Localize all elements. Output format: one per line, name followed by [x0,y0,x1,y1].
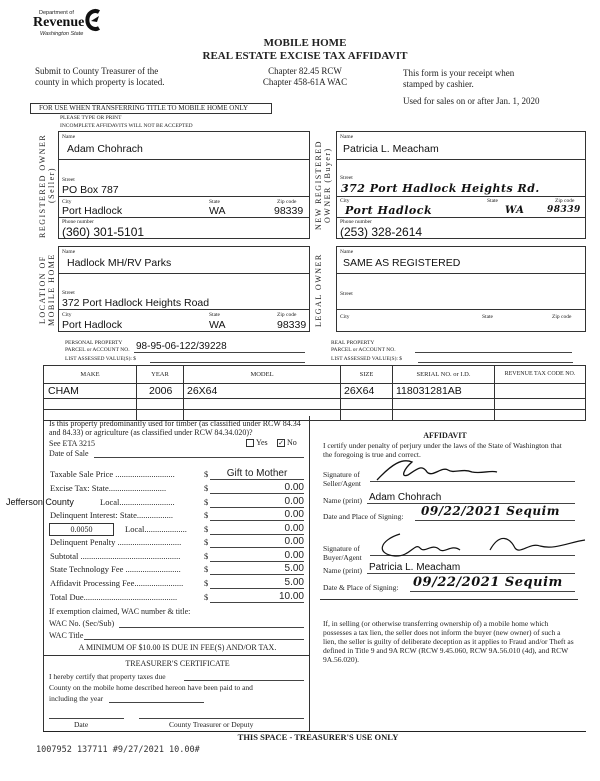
seller-phone[interactable]: (360) 301-5101 [62,225,145,239]
label: Name [62,249,76,255]
col-make: MAKE [44,366,137,384]
label: Name [62,134,76,140]
no-label: No [287,438,297,447]
label: Zip code [277,312,297,318]
make-cell[interactable]: CHAM [44,384,137,399]
fee-row [50,483,304,495]
legal-owner-name[interactable]: SAME AS REGISTERED [343,257,461,269]
name-print-label: Name (print) [323,566,362,575]
certify-text-2: County on the mobile home described hereon have been paid to and [49,683,253,692]
fee-amount[interactable]: 0.00 [210,509,304,521]
dollar-sign: $ [204,537,209,547]
fee-row [50,564,304,576]
logo-state: Washington State [40,31,84,37]
type-print-note: PLEASE TYPE OR PRINT [60,115,122,121]
fee-label: Delinquent Penalty .............................. [50,537,182,547]
fee-amount[interactable]: 0.00 [210,536,304,548]
buyer-signature-label: Signature of Buyer/Agent [323,544,362,562]
dollar-sign: $ [204,483,209,493]
incomplete-note: INCOMPLETE AFFIDAVITS WILL NOT BE ACCEPTED [60,123,193,129]
label: State [487,198,498,204]
chapter-wac: Chapter 458-61A WAC [262,77,348,87]
table-row [44,399,586,410]
col-model: MODEL [184,366,341,384]
fee-label: Total Due............................................ [50,592,178,602]
eta-reference: See ETA 3215 [49,439,96,448]
fee-label: Subtotal ............................................... [50,551,181,561]
seller-city[interactable]: Port Hadlock [62,205,123,217]
label: City [62,199,72,205]
dollar-sign: $ [204,592,209,602]
location-name[interactable]: Hadlock MH/RV Parks [67,257,172,269]
personal-property-label: PERSONAL PROPERTY [65,340,123,346]
no-checkbox-checked[interactable]: ✓ [278,439,284,447]
buyer-city[interactable]: Port Hadlock [345,204,433,217]
col-tax-code: REVENUE TAX CODE NO. [495,366,586,384]
label: State [209,199,220,205]
fee-label: State Technology Fee .......................... [50,564,181,574]
wac-title-field[interactable] [84,630,304,640]
label: Zip code [552,314,572,320]
buyer-phone[interactable]: (253) 328-2614 [340,225,423,239]
label: State [209,312,220,318]
exemption-label: If exemption claimed, WAC number & title: [49,607,191,616]
label: Name [340,134,354,140]
fee-amount[interactable]: 5.00 [210,577,304,589]
tax-lien-warning: If, in selling (or otherwise transferring ownership of) a mobile home which possesses a tax lien, the seller does not inform the buyer (new owner) of such a lien, the seller is guilty of deliberate deception as it applies to Fraud and/or Theft as defined in Title 9 and 9A RCW (RCW 9.45.060, RCW 9A.56.010 (4d), and RCW 9A.56.020). [323,619,574,664]
label: Street [62,290,75,296]
dollar-sign: $ [204,510,209,520]
label: Name [340,249,354,255]
table-header-row [44,366,586,384]
buyer-street[interactable]: 372 Port Hadlock Heights Rd. [341,182,540,195]
personal-parcel-value[interactable]: 98-95-06-122/39228 [136,341,227,352]
dollar-sign: $ [204,497,209,507]
divider [320,599,578,600]
dollar-sign: $ [204,469,209,479]
buyer-name[interactable]: Patricia L. Meacham [343,143,439,155]
county-name: Jefferson County [6,497,74,507]
date-of-sale-field[interactable] [94,449,304,458]
minimum-due-note: A MINIMUM OF $10.00 IS DUE IN FEE(S) AND/OR TAX. [78,643,277,652]
buyer-signature-image [370,524,590,558]
logo-name: Revenue [33,15,85,30]
wac-no-field[interactable] [119,618,304,628]
tax-code-cell[interactable] [495,384,586,399]
fee-amount[interactable]: Gift to Mother [210,468,304,480]
tax-rate-box: 0.0050 [49,523,114,536]
location-section-label: LOCATION OF MOBILE HOME [38,253,56,327]
fee-label: Local.......................... [100,497,175,507]
certify-statement: I certify under penalty of perjury under the laws of the State of Washington that the foregoing is true and correct. [323,441,562,459]
treasurer-certificate-title: TREASURER'S CERTIFICATE [125,659,230,668]
wac-no-label: WAC No. (Sec/Sub) [49,619,115,628]
buyer-print-name[interactable]: Patricia L. Meacham [369,562,461,573]
location-state[interactable]: WA [209,319,226,331]
yes-checkbox[interactable] [246,439,254,447]
dollar-sign: $ [204,551,209,561]
buyer-section-label: NEW REGISTERED OWNER (Buyer) [314,140,332,231]
logo-swirl-icon [83,8,103,32]
seller-street[interactable]: PO Box 787 [62,184,119,196]
seller-state[interactable]: WA [209,205,226,217]
dollar-sign: $ [204,524,209,534]
treasurer-signature-field[interactable] [139,709,304,719]
seller-print-name[interactable]: Adam Chohrach [369,492,442,503]
parcel-label: PARCEL or ACCOUNT NO. [65,347,130,353]
seller-signature-label: Signature of Seller/Agent [323,470,361,488]
buyer-zip[interactable]: 98339 [547,205,581,215]
label: Street [340,291,353,297]
form-title: MOBILE HOME [263,37,347,49]
table-row [44,384,586,399]
chapter-rcw: Chapter 82.45 RCW [268,66,342,76]
name-print-label: Name (print) [323,496,362,505]
seller-signature-image [372,456,502,484]
wac-title-label: WAC Title [49,631,84,640]
seller-box [58,131,310,239]
fee-row [50,578,304,590]
date-of-sale-label: Date of Sale [49,449,89,458]
treasurer-date-field[interactable] [49,709,124,719]
fee-amount[interactable]: 0.00 [210,523,304,535]
certify-text: I hereby certify that property taxes due [49,672,166,681]
taxes-due-field[interactable] [184,671,304,681]
serial-cell[interactable]: 118031281AB [393,384,495,399]
fee-row [50,537,304,549]
affidavit-title: AFFIDAVIT [423,431,467,440]
fee-amount[interactable]: 0.00 [210,550,304,562]
timber-question: Is this property predominantly used for timber (as classified under RCW 84.34 and 84.33) or agriculture (as classified under RCW 84.34.020)? [49,419,301,437]
label: Street [62,177,75,183]
fee-row [50,469,304,481]
year-field[interactable] [109,693,204,703]
mobile-home-table [43,365,586,421]
dollar-sign: $ [204,578,209,588]
parcel-label: PARCEL or ACCOUNT NO. [331,347,396,353]
affidavit-section [320,416,586,731]
transfer-notice: FOR USE WHEN TRANSFERRING TITLE TO MOBILE HOME ONLY [30,103,272,114]
legal-owner-box [336,246,586,332]
fee-row [50,592,304,604]
real-parcel-field[interactable] [415,344,572,353]
date-label: Date [74,720,89,729]
dollar-sign: $ [204,564,209,574]
logo-dept: Department of [39,10,74,16]
seller-section-label: REGISTERED OWNER (Seller) [38,133,56,238]
cashier-stamp: 1007952 137711 #9/27/2021 10.00# [36,745,200,755]
size-cell[interactable]: 26X64 [341,384,393,399]
label: Phone number [62,219,94,225]
location-city[interactable]: Port Hadlock [62,319,123,331]
real-property-label: REAL PROPERTY [331,340,375,346]
form-subtitle: REAL ESTATE EXCISE TAX AFFIDAVIT [202,50,408,62]
assessed-label: LIST ASSESSED VALUE(S): $ [331,356,403,362]
label: Phone number [340,219,372,225]
location-box [58,246,310,332]
buyer-state[interactable]: WA [505,205,525,216]
personal-assessed-field[interactable] [150,355,305,363]
tax-section [43,416,310,731]
fee-label: Delinquent Interest: State................. [50,510,173,520]
label: Zip code [277,199,297,205]
fee-row [50,510,304,522]
yes-label: Yes [256,438,268,447]
year-cell[interactable]: 2006 [137,384,184,399]
fee-amount[interactable]: 0.00 [210,496,304,508]
fee-label: Affidavit Processing Fee....................... [50,578,184,588]
submit-instruction: Submit to County Treasurer of the county in which property is located. [35,66,165,87]
seller-date-label: Date and Place of Signing: [323,512,404,521]
divider [44,655,310,656]
col-size: SIZE [341,366,393,384]
label: State [482,314,493,320]
label: City [340,314,350,320]
fee-label: Local.................... [125,524,187,534]
fee-amount[interactable]: 5.00 [210,563,304,575]
treasurer-use-only: THIS SPACE - TREASURER'S USE ONLY [237,732,399,742]
seller-zip[interactable]: 98339 [274,205,304,217]
real-assessed-field[interactable] [418,355,573,363]
fee-row [50,524,304,536]
fee-amount[interactable]: 0.00 [210,482,304,494]
certify-text-3: including the year [49,694,104,703]
label: City [340,198,350,204]
seller-name[interactable]: Adam Chohrach [67,143,143,155]
model-cell[interactable]: 26X64 [184,384,341,399]
col-year: YEAR [137,366,184,384]
assessed-label: LIST ASSESSED VALUE(S): $ [65,356,137,362]
label: Street [340,175,353,181]
fee-label: Taxable Sale Price ............................ [50,469,175,479]
label: Zip code [555,198,575,204]
location-street[interactable]: 372 Port Hadlock Heights Road [62,297,210,309]
fee-row [50,551,304,563]
buyer-box [336,131,586,239]
seller-date-place[interactable]: 09/22/2021 Sequim [421,504,560,518]
used-for-note: Used for sales on or after Jan. 1, 2020 [403,96,540,106]
receipt-note: This form is your receipt when stamped by cashier. [403,68,515,89]
legal-section-label: LEGAL OWNER [314,253,323,327]
deputy-label: County Treasurer or Deputy [169,720,254,729]
fee-amount[interactable]: 10.00 [210,591,304,603]
label: City [62,312,72,318]
buyer-date-label: Date & Place of Signing: [323,583,399,592]
fee-label: Excise Tax: State........................... [50,483,167,493]
col-serial: SERIAL NO. or I.D. [393,366,495,384]
fee-row [50,497,304,509]
location-zip[interactable]: 98339 [277,319,307,331]
buyer-date-place[interactable]: 09/22/2021 Sequim [413,575,563,590]
